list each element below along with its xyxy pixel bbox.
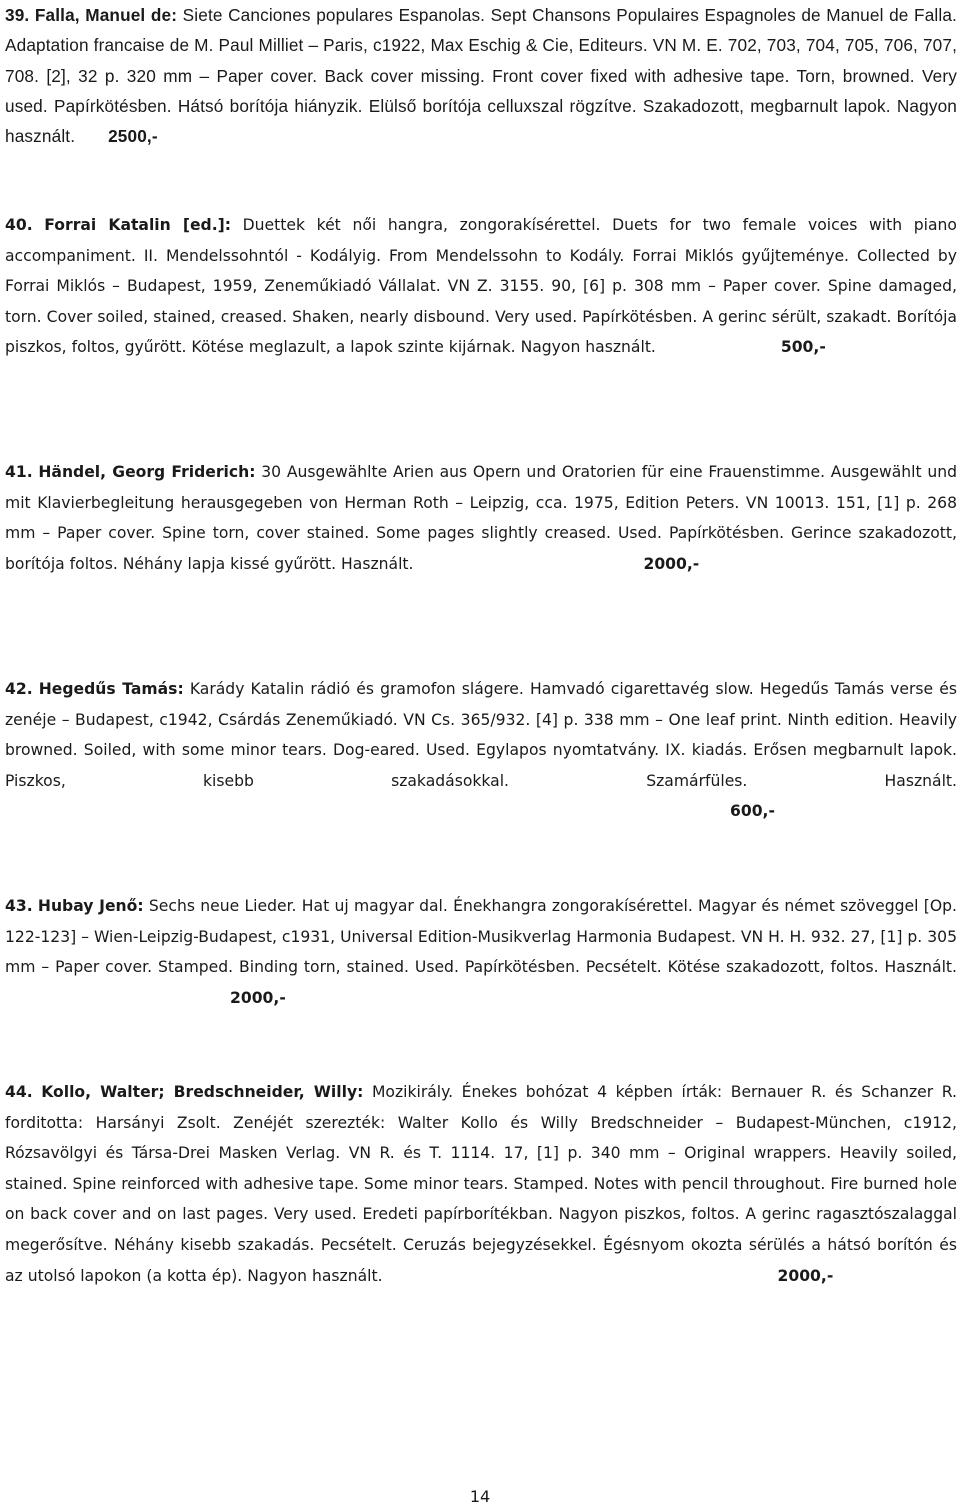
- entry-price: 2000,-: [777, 1266, 834, 1285]
- entry-price: 2000,-: [643, 554, 700, 573]
- entry-number: 39.: [5, 5, 30, 25]
- entry-number: 41.: [5, 463, 33, 481]
- entry-number: 43.: [5, 897, 33, 915]
- entry-price: 600,-: [730, 802, 775, 821]
- entry-description: 30 Ausgewählte Arien aus Opern und Oratorien für eine Frauenstimme. Ausgewählt und mit Klavierbegleitung herausgegeben von Herman Roth – Leipzig, cca. 1975, Edition Peters. VN 10013. 151, [1] p. 268 mm – Paper cover. Spine torn, cover stained. Some pages slightly creased. Used. Papírkötésben. Gerince szakadozott, borítója foltos. Néhány lapja kissé gyűrött. Használt.: [5, 463, 957, 573]
- entry-description: Duettek két női hangra, zongorakísérettel. Duets for two female voices with piano accompaniment. II. Mendelssohntól - Kodályig. From Mendelssohn to Kodály. Forrai Miklós gyűjteménye. Collected by Forrai Miklós – Budapest, 1959, Zeneműkiadó Vállalat. VN Z. 3155. 90, [6] p. 308 mm – Paper cover. Spine damaged, torn. Cover soiled, stained, creased. Shaken, nearly disbound. Very used. Papírkötésben. A gerinc sérült, szakadt. Borítója piszkos, foltos, gyűrött. Kötése meglazult, a lapok szinte kijárnak. Nagyon használt.: [5, 216, 957, 357]
- catalog-entry-42: [5, 674, 957, 827]
- entry-author: Falla, Manuel de:: [34, 5, 178, 25]
- entry-description: Karády Katalin rádió és gramofon slágere. Hamvadó cigarettavég slow. Hegedűs Tamás verse és zenéje – Budapest, c1942, Csárdás Zeneműkiadó. VN Cs. 365/932. [4] p. 338 mm – One leaf print. Ninth edition. Heavily browned. Soiled, with some minor tears. Dog-eared. Used. Egylapos nyomtatvány. IX. kiadás. Erősen megbarnult lapok. Piszkos, kisebb szakadásokkal. Szamárfüles. Használt.: [5, 680, 957, 790]
- entry-number: 42.: [5, 680, 33, 698]
- entry-price: 500,-: [780, 338, 826, 357]
- entry-description: Sechs neue Lieder. Hat uj magyar dal. Énekhangra zongorakísérettel. Magyar és német szöveggel [Op. 122-123] – Wien-Leipzig-Budapest, c1931, Universal Edition-Musikverlag Harmonia Budapest. VN H. H. 932. 27, [1] p. 305 mm – Paper cover. Stamped. Binding torn, stained. Used. Papírkötésben. Pecsételt. Kötése szakadozott, foltos. Használt.: [5, 897, 957, 977]
- catalog-entry-41: [5, 457, 957, 579]
- entry-author: Hegedűs Tamás:: [38, 680, 184, 698]
- entry-number: 44.: [5, 1083, 33, 1101]
- catalog-entry-43: [5, 891, 957, 1013]
- catalog-entry-40: [5, 210, 957, 363]
- entry-price: 2000,-: [230, 988, 286, 1007]
- entry-description: Siete Canciones populares Espanolas. Sept Chansons Populaires Espagnoles de Manuel de Falla. Adaptation francaise de M. Paul Milliet – Paris, c1922, Max Eschig & Cie, Editeurs. VN M. E. 702, 703, 704, 705, 706, 707, 708. [2], 32 p. 320 mm – Paper cover. Back cover missing. Front cover fixed with adhesive tape. Torn, browned. Very used. Papírkötésben. Hátsó borítója hiányzik. Elülső borítója celluxszal rögzítve. Szakadozott, megbarnult lapok. Nagyon használt.: [5, 5, 957, 147]
- entry-price: 2500,-: [108, 126, 158, 147]
- entry-author: Händel, Georg Friderich:: [38, 463, 256, 481]
- entry-author: Kollo, Walter; Bredschneider, Willy:: [41, 1083, 364, 1101]
- entry-number: 40.: [5, 216, 33, 234]
- entry-author: Hubay Jenő:: [37, 897, 144, 915]
- entry-description: Mozikirály. Énekes bohózat 4 képben írták: Bernauer R. és Schanzer R. forditotta: Harsányi Zsolt. Zenéjét szerezték: Walter Kollo és Willy Bredschneider – Budapest-München, c1912, Rózsavölgyi és Társa-Drei Masken Verlag. VN R. és T. 1114. 17, [1] p. 340 mm – Original wrappers. Heavily soiled, stained. Spine reinforced with adhesive tape. Some minor tears. Stamped. Notes with pencil throughout. Fire burned hole on back cover and on last pages. Very used. Eredeti papírborítékban. Nagyon piszkos, foltos. A gerinc ragasztószalaggal megerősítve. Néhány kisebb szakadás. Pecsételt. Ceruzás bejegyzésekkel. Égésnyom okozta sérülés a hátsó borítón és az utolsó lapokon (a kotta ép). Nagyon használt.: [5, 1083, 958, 1285]
- catalog-entry-44: [5, 1077, 957, 1291]
- page-number: 14: [469, 1487, 491, 1506]
- entry-author: Forrai Katalin [ed.]:: [44, 216, 231, 234]
- catalog-entry-39: [5, 0, 957, 151]
